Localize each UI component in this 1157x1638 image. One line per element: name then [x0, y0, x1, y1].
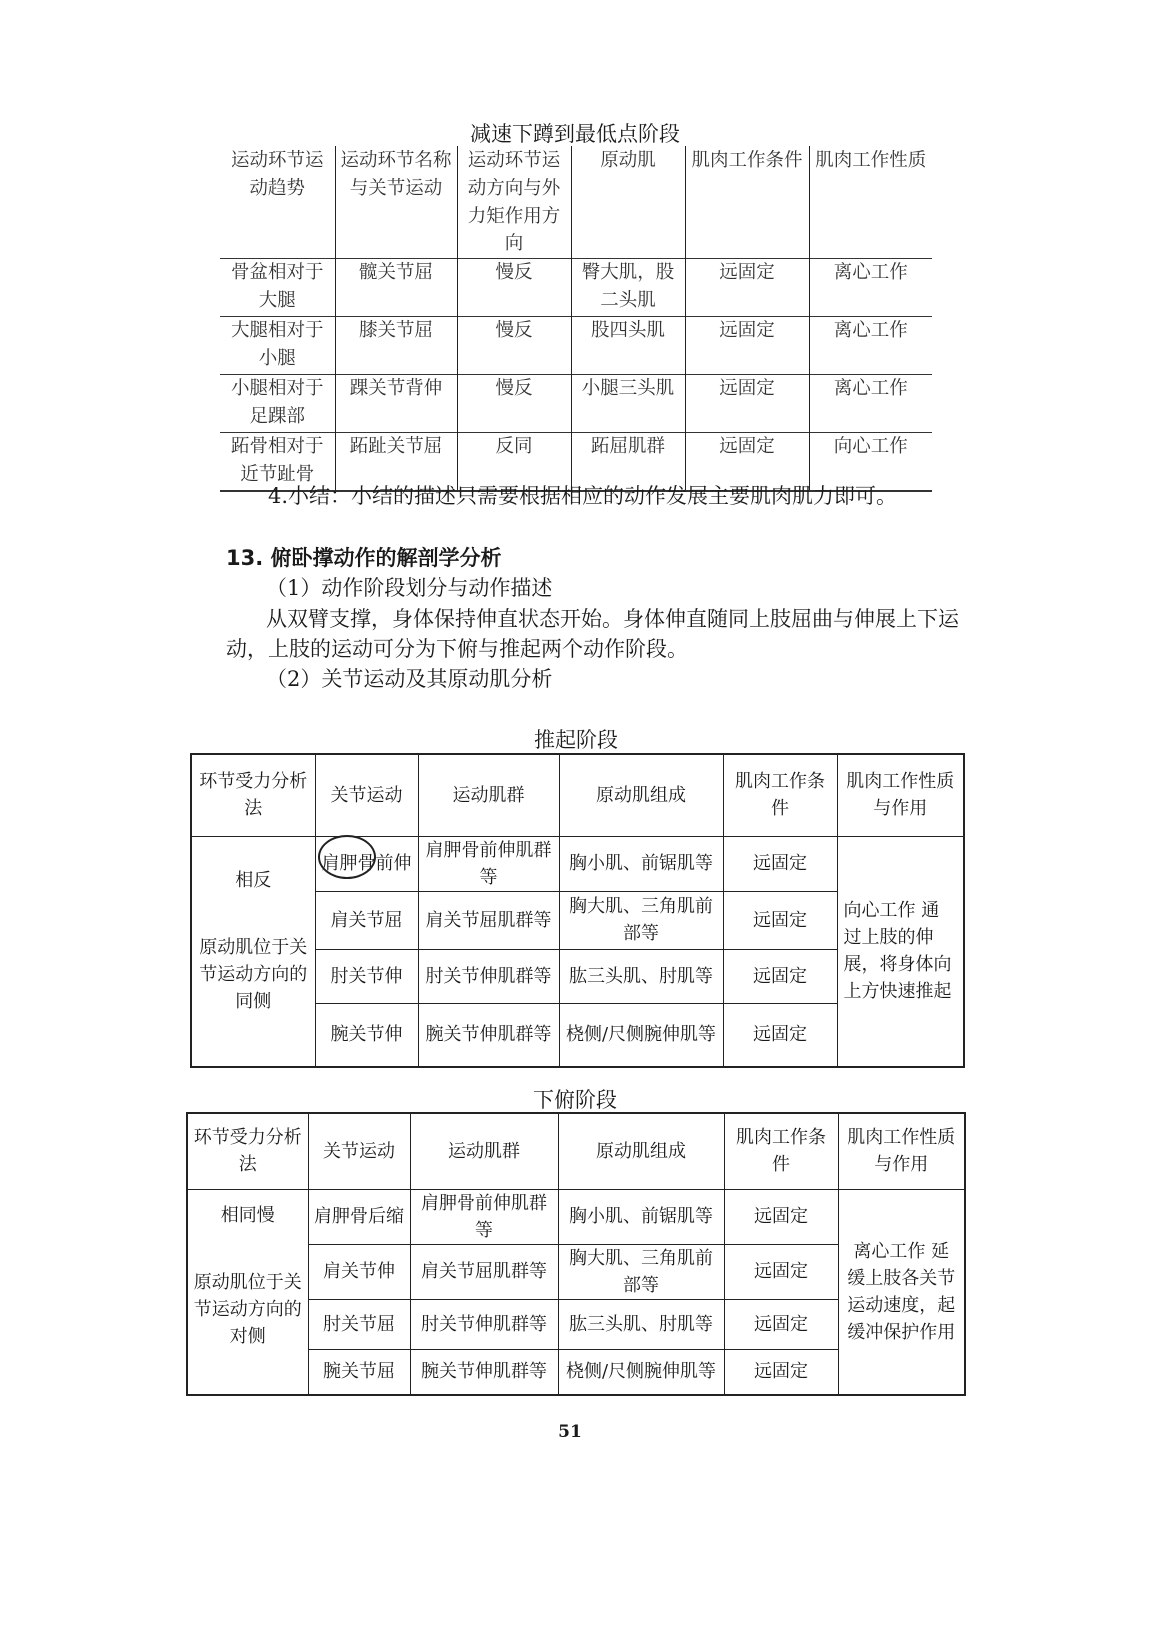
table-cell: 腕关节屈 [308, 1349, 410, 1395]
table-cell: 慢反 [457, 259, 571, 317]
table-cell: 离心工作 [809, 317, 932, 375]
table-cell: 肘关节伸肌群等 [410, 1299, 558, 1349]
table-cell: 桡侧/尺侧腕伸肌等 [558, 1349, 724, 1395]
header-cell: 肌肉工作条件 [685, 147, 809, 259]
table-cell: 离心工作 [809, 375, 932, 433]
table-cell: 肩关节屈 [315, 891, 418, 949]
table-cell: 远固定 [685, 259, 809, 317]
table-cell: 向心工作 [809, 433, 932, 492]
method-cell [187, 1189, 308, 1395]
subheading-2: （2）关节运动及其原动肌分析 [266, 667, 553, 691]
table-cell: 肩胛骨前伸肌群等 [410, 1189, 558, 1244]
table-cell: 跖趾关节屈 [335, 433, 457, 492]
table-cell: 远固定 [685, 433, 809, 492]
page-number: 51 [558, 1422, 582, 1442]
subheading-1: （1）动作阶段划分与动作描述 [266, 576, 553, 600]
table-cell: 远固定 [723, 891, 837, 949]
paragraph-line-2: 动，上肢的运动可分为下俯与推起两个动作阶段。 [226, 637, 688, 661]
table-cell: 肱三头肌、肘肌等 [558, 1299, 724, 1349]
table-cell: 远固定 [723, 836, 837, 891]
method-cell [191, 836, 315, 1067]
table-cell: 慢反 [457, 375, 571, 433]
table-row [220, 375, 932, 433]
table-cell: 肘关节屈 [308, 1299, 410, 1349]
table-cell: 远固定 [685, 317, 809, 375]
method-bottom: 原动肌位于关节运动方向的对侧 [193, 1271, 302, 1347]
squat-analysis-table [220, 146, 932, 492]
table-cell: 肩胛骨后缩 [308, 1189, 410, 1244]
table-cell: 小腿相对于足踝部 [220, 375, 335, 433]
table-cell: 反同 [457, 433, 571, 492]
header-cell: 运动环节名称与关节运动 [335, 147, 457, 259]
table-cell: 肩胛骨前伸 [315, 836, 418, 891]
header-cell: 肌肉工作条件 [724, 1113, 838, 1189]
header-cell: 运动肌群 [410, 1113, 558, 1189]
table-cell: 小腿三头肌 [571, 375, 685, 433]
paragraph-line-1: 从双臂支撑，身体保持伸直状态开始。身体伸直随同上肢屈曲与伸展上下运 [266, 607, 959, 631]
header-cell: 环节受力分析法 [191, 754, 315, 836]
summary-text: 4.小结：小结的描述只需要根据相应的动作发展主要肌肉肌力即可。 [268, 484, 898, 508]
hand-drawn-circle-mark [318, 835, 376, 879]
table-cell: 肘关节伸肌群等 [418, 949, 559, 1003]
nature-cell: 向心工作 通过上肢的伸展，将身体向上方快速推起 [837, 836, 964, 1067]
method-bottom: 原动肌位于关节运动方向的同侧 [199, 936, 308, 1012]
table-cell: 腕关节伸 [315, 1003, 418, 1067]
table-cell: 腕关节伸肌群等 [410, 1349, 558, 1395]
table-cell: 臀大肌，股二头肌 [571, 259, 685, 317]
table-row [220, 317, 932, 375]
table-cell: 腕关节伸肌群等 [418, 1003, 559, 1067]
table-title-down: 下俯阶段 [533, 1088, 617, 1112]
section-heading: 13. 俯卧撑动作的解剖学分析 [226, 546, 502, 570]
table-cell: 远固定 [723, 949, 837, 1003]
nature-cell: 离心工作 延缓上肢各关节运动速度，起缓冲保护作用 [838, 1189, 965, 1395]
table-cell: 远固定 [724, 1189, 838, 1244]
header-cell: 关节运动 [308, 1113, 410, 1189]
header-cell: 肌肉工作条件 [723, 754, 837, 836]
table-cell: 肩胛骨前伸肌群等 [418, 836, 559, 891]
table-cell: 股四头肌 [571, 317, 685, 375]
table-cell: 远固定 [724, 1299, 838, 1349]
table-cell: 髋关节屈 [335, 259, 457, 317]
table-cell: 肩关节屈肌群等 [418, 891, 559, 949]
header-cell: 原动肌组成 [558, 1113, 724, 1189]
header-cell: 运动环节运动方向与外力矩作用方向 [457, 147, 571, 259]
header-cell: 肌肉工作性质与作用 [837, 754, 964, 836]
table-cell: 踝关节背伸 [335, 375, 457, 433]
table-cell: 胸大肌、三角肌前部等 [559, 891, 723, 949]
table-row [187, 1189, 965, 1244]
header-cell: 肌肉工作性质 [809, 147, 932, 259]
table-cell: 肩关节屈肌群等 [410, 1244, 558, 1299]
table-cell: 跖骨相对于近节趾骨 [220, 433, 335, 492]
table-cell: 远固定 [724, 1349, 838, 1395]
push-phase-table [190, 753, 965, 1068]
table-row [191, 836, 964, 891]
header-cell: 关节运动 [315, 754, 418, 836]
table-title-push: 推起阶段 [534, 728, 618, 752]
table-cell: 胸大肌、三角肌前部等 [558, 1244, 724, 1299]
table-cell: 胸小肌、前锯肌等 [558, 1189, 724, 1244]
table-cell: 骨盆相对于大腿 [220, 259, 335, 317]
table-cell: 桡侧/尺侧腕伸肌等 [559, 1003, 723, 1067]
table-cell: 远固定 [724, 1244, 838, 1299]
table-cell: 慢反 [457, 317, 571, 375]
method-top: 相反 [235, 869, 272, 891]
header-cell: 环节受力分析法 [187, 1113, 308, 1189]
table-cell: 肩关节伸 [308, 1244, 410, 1299]
table-cell: 远固定 [685, 375, 809, 433]
header-cell: 肌肉工作性质与作用 [838, 1113, 965, 1189]
table-cell: 离心工作 [809, 259, 932, 317]
table-title-squat: 减速下蹲到最低点阶段 [470, 122, 680, 146]
header-cell: 运动环节运动趋势 [220, 147, 335, 259]
table-cell: 肱三头肌、肘肌等 [559, 949, 723, 1003]
header-cell: 原动肌组成 [559, 754, 723, 836]
table-row [220, 259, 932, 317]
method-top: 相同慢 [220, 1204, 275, 1226]
table-cell: 胸小肌、前锯肌等 [559, 836, 723, 891]
header-cell: 运动肌群 [418, 754, 559, 836]
table-cell: 膝关节屈 [335, 317, 457, 375]
table-cell: 跖屈肌群 [571, 433, 685, 492]
table-cell: 肘关节伸 [315, 949, 418, 1003]
header-cell: 原动肌 [571, 147, 685, 259]
table-cell: 大腿相对于小腿 [220, 317, 335, 375]
down-phase-table [186, 1112, 966, 1396]
table-cell: 远固定 [723, 1003, 837, 1067]
